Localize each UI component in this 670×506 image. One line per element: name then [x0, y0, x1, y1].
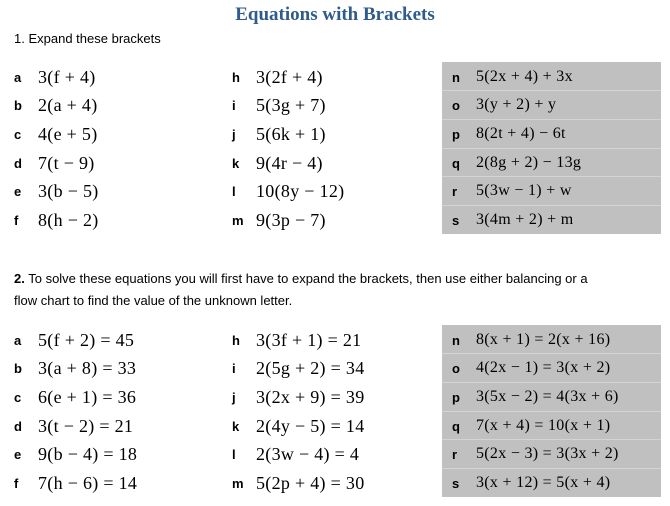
- problem-item: [452, 469, 610, 497]
- problem-item: [452, 383, 619, 411]
- problem-item: [232, 326, 362, 354]
- problem-expression: 2(5g + 2) = 34: [256, 357, 365, 378]
- problem-label: f: [14, 475, 19, 491]
- problem-expression: 5(2p + 4) = 30: [256, 472, 365, 493]
- problem-expression: 2(4y − 5) = 14: [256, 415, 365, 436]
- problem-item: [452, 120, 566, 148]
- problem-label: a: [14, 332, 22, 348]
- problem-label: f: [14, 212, 19, 228]
- problem-item: [452, 354, 610, 382]
- problem-label: h: [232, 69, 240, 85]
- problem-label: n: [452, 69, 460, 85]
- problem-label: p: [452, 126, 460, 142]
- problem-item: [14, 63, 96, 91]
- problem-label: d: [14, 418, 22, 434]
- problem-expression: 3(t − 2) = 21: [38, 415, 134, 436]
- problem-label: b: [14, 360, 22, 376]
- problem-expression: 8(x + 1) = 2(x + 16): [476, 331, 611, 348]
- problem-item: [232, 63, 323, 91]
- problem-item: [14, 440, 137, 468]
- problem-label: e: [14, 446, 22, 462]
- problem-expression: 2(a + 4): [38, 94, 98, 115]
- problem-expression: 5(6k + 1): [256, 123, 326, 144]
- section-2-number: 2.: [14, 271, 25, 286]
- problem-expression: 4(e + 5): [38, 123, 98, 144]
- problem-expression: 3(3f + 1) = 21: [256, 329, 362, 350]
- problem-item: [14, 149, 95, 177]
- problem-label: j: [232, 126, 236, 142]
- page-title: Equations with Brackets: [235, 4, 435, 25]
- problem-item: [14, 91, 98, 119]
- problem-expression: 9(4r − 4): [256, 152, 323, 173]
- problem-item: [232, 383, 365, 411]
- problem-label: a: [14, 69, 22, 85]
- problem-label: s: [452, 212, 460, 228]
- problem-item: [232, 412, 365, 440]
- problem-label: n: [452, 332, 460, 348]
- problem-label: m: [232, 475, 244, 491]
- problem-label: o: [452, 97, 460, 113]
- problem-expression: 7(x + 4) = 10(x + 1): [476, 417, 611, 434]
- problem-item: [14, 177, 99, 205]
- section-2-heading-line-1: [14, 268, 588, 290]
- problem-item: [452, 326, 610, 354]
- problem-label: o: [452, 360, 460, 376]
- problem-label: p: [452, 389, 460, 405]
- problem-expression: 3(2x + 9) = 39: [256, 386, 365, 407]
- problem-expression: 3(a + 8) = 33: [38, 357, 137, 378]
- problem-item: [232, 91, 326, 119]
- problem-label: s: [452, 475, 460, 491]
- problem-item: [232, 149, 323, 177]
- problem-label: k: [232, 418, 240, 434]
- problem-label: q: [452, 418, 460, 434]
- section-1-number: 1.: [14, 31, 25, 46]
- problem-item: [452, 91, 556, 119]
- problem-label: l: [232, 446, 236, 462]
- problem-expression: 9(3p − 7): [256, 209, 326, 230]
- problem-expression: 7(t − 9): [38, 152, 95, 173]
- problem-expression: 5(2x + 4) + 3x: [476, 68, 573, 85]
- problem-expression: 3(2f + 4): [256, 66, 323, 87]
- problem-expression: 3(x + 12) = 5(x + 4): [476, 474, 611, 491]
- problem-item: [232, 177, 344, 205]
- problem-expression: 2(3w − 4) = 4: [256, 443, 360, 464]
- section-2-heading: [14, 268, 588, 312]
- problem-item: [232, 469, 365, 497]
- problem-expression: 3(4m + 2) + m: [476, 211, 574, 228]
- problem-item: [232, 440, 359, 468]
- problem-item: [14, 469, 137, 497]
- problem-item: [14, 383, 136, 411]
- problem-expression: 2(8g + 2) − 13g: [476, 154, 582, 171]
- problem-expression: 3(5x − 2) = 4(3x + 6): [476, 388, 619, 405]
- problem-expression: 10(8y − 12): [256, 180, 345, 201]
- section-1-heading-text: Expand these brackets: [28, 31, 161, 46]
- problem-item: [452, 412, 610, 440]
- problem-label: m: [232, 212, 244, 228]
- problem-item: [14, 354, 136, 382]
- problem-item: [14, 120, 98, 148]
- problem-label: h: [232, 332, 240, 348]
- problem-label: l: [232, 183, 236, 199]
- problem-label: c: [14, 126, 22, 142]
- problem-item: [14, 326, 134, 354]
- problem-label: i: [232, 360, 236, 376]
- problem-expression: 8(2t + 4) − 6t: [476, 125, 566, 142]
- problem-item: [232, 206, 326, 234]
- problem-item: [14, 412, 133, 440]
- problem-item: [452, 440, 619, 468]
- problem-label: b: [14, 97, 22, 113]
- problem-expression: 8(h − 2): [38, 209, 99, 230]
- problem-label: c: [14, 389, 22, 405]
- problem-item: [452, 206, 574, 234]
- problem-label: r: [452, 183, 458, 199]
- problem-expression: 3(f + 4): [38, 66, 96, 87]
- problem-label: d: [14, 155, 22, 171]
- problem-label: j: [232, 389, 236, 405]
- problem-label: e: [14, 183, 22, 199]
- problem-label: r: [452, 446, 458, 462]
- problem-item: [232, 354, 365, 382]
- problem-expression: 5(f + 2) = 45: [38, 329, 135, 350]
- problem-expression: 7(h − 6) = 14: [38, 472, 138, 493]
- problem-expression: 5(2x − 3) = 3(3x + 2): [476, 445, 619, 462]
- problem-item: [452, 177, 572, 205]
- problem-expression: 3(b − 5): [38, 180, 99, 201]
- section-1-heading: [14, 28, 161, 50]
- problem-item: [452, 63, 573, 91]
- problem-item: [14, 206, 99, 234]
- section-2-heading-line-2: flow chart to find the value of the unknown letter.: [14, 293, 293, 308]
- problem-expression: 5(3g + 7): [256, 94, 326, 115]
- problem-item: [452, 149, 581, 177]
- problem-expression: 4(2x − 1) = 3(x + 2): [476, 359, 611, 376]
- section-2-heading-text-1: To solve these equations you will first have to expand the brackets, then use either balancing or a: [24, 271, 588, 286]
- problem-expression: 9(b − 4) = 18: [38, 443, 138, 464]
- problem-label: k: [232, 155, 240, 171]
- problem-expression: 5(3w − 1) + w: [476, 182, 572, 199]
- problem-expression: 3(y + 2) + y: [476, 96, 557, 113]
- problem-expression: 6(e + 1) = 36: [38, 386, 137, 407]
- problem-item: [232, 120, 326, 148]
- problem-label: i: [232, 97, 236, 113]
- problem-label: q: [452, 155, 460, 171]
